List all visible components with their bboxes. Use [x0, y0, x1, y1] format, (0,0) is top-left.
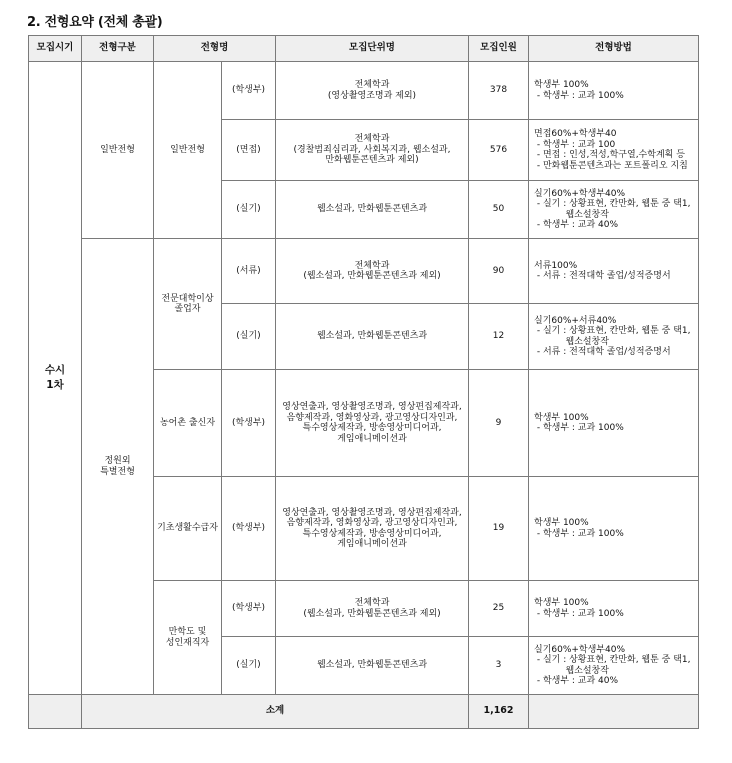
sub-type-cell: (면접) — [222, 120, 276, 181]
count-cell: 9 — [469, 370, 529, 477]
category-cell-special: 정원외 특별전형 — [82, 239, 154, 695]
count-cell: 576 — [469, 120, 529, 181]
total-row — [29, 695, 699, 729]
method-cell: 면접60%+학생부40 - 학생부 : 교과 100 - 면접 : 인성,적성,학구열,수학계획 등 - 만화웹툰콘텐츠과는 포트폴리오 지침 — [529, 120, 699, 181]
admission-name-cell: 만학도 및 성인재직자 — [154, 581, 222, 695]
sub-type-cell: (서류) — [222, 239, 276, 304]
unit-cell: 웹소설과, 만화웹툰콘텐츠과 — [276, 637, 469, 695]
sub-type-cell: (실기) — [222, 637, 276, 695]
admission-name-cell: 일반전형 — [154, 62, 222, 239]
total-method-blank — [529, 695, 699, 729]
unit-cell: 전체학과 (웹소설과, 만화웹툰콘텐츠과 제외) — [276, 239, 469, 304]
admission-name-cell: 농어촌 출신자 — [154, 370, 222, 477]
method-cell: 학생부 100% - 학생부 : 교과 100% — [529, 62, 699, 120]
section-title: 2. 전형요약 (전체 총괄) — [27, 15, 163, 30]
unit-cell: 전체학과 (웹소설과, 만화웹툰콘텐츠과 제외) — [276, 581, 469, 637]
admission-name-cell: 전문대학이상 졸업자 — [154, 239, 222, 370]
count-cell: 90 — [469, 239, 529, 304]
method-cell: 실기60%+학생부40% - 실기 : 상황표현, 칸만화, 웹툰 중 택1, 웹소설창작 - 학생부 : 교과 40% — [529, 637, 699, 695]
unit-cell: 웹소설과, 만화웹툰콘텐츠과 — [276, 304, 469, 370]
header-admission-name: 전형명 — [154, 36, 276, 62]
table-row — [29, 62, 699, 120]
sub-type-cell: (실기) — [222, 181, 276, 239]
count-cell: 25 — [469, 581, 529, 637]
total-label: 소계 — [82, 695, 469, 729]
count-cell: 19 — [469, 477, 529, 581]
header-category: 전형구분 — [82, 36, 154, 62]
count-cell: 12 — [469, 304, 529, 370]
sub-type-cell: (학생부) — [222, 62, 276, 120]
total-count: 1,162 — [469, 695, 529, 729]
method-cell: 학생부 100% - 학생부 : 교과 100% — [529, 581, 699, 637]
header-unit: 모집단위명 — [276, 36, 469, 62]
method-cell: 학생부 100% - 학생부 : 교과 100% — [529, 477, 699, 581]
category-cell-general: 일반전형 — [82, 62, 154, 239]
unit-cell: 영상연출과, 영상촬영조명과, 영상편집제작과, 음향제작과, 영화영상과, 광고영상디자인과, 특수영상제작과, 방송영상미디어과, 게임애니메이션과 — [276, 370, 469, 477]
unit-cell: 전체학과 (영상촬영조명과 제외) — [276, 62, 469, 120]
unit-cell: 영상연출과, 영상촬영조명과, 영상편집제작과, 음향제작과, 영화영상과, 광고영상디자인과, 특수영상제작과, 방송영상미디어과, 게임애니메이션과 — [276, 477, 469, 581]
count-cell: 3 — [469, 637, 529, 695]
admission-name-cell: 기초생활수급자 — [154, 477, 222, 581]
header-method: 전형방법 — [529, 36, 699, 62]
unit-cell: 웹소설과, 만화웹툰콘텐츠과 — [276, 181, 469, 239]
period-cell: 수시 1차 — [29, 62, 82, 695]
sub-type-cell: (학생부) — [222, 581, 276, 637]
header-row — [29, 36, 699, 62]
admission-summary-table — [28, 35, 699, 729]
header-count: 모집인원 — [469, 36, 529, 62]
total-blank-cell — [29, 695, 82, 729]
sub-type-cell: (학생부) — [222, 370, 276, 477]
method-cell: 서류100% - 서류 : 전적대학 졸업/성적증명서 — [529, 239, 699, 304]
count-cell: 378 — [469, 62, 529, 120]
method-cell: 실기60%+학생부40% - 실기 : 상황표현, 칸만화, 웹툰 중 택1, 웹소설창작 - 학생부 : 교과 40% — [529, 181, 699, 239]
method-cell: 실기60%+서류40% - 실기 : 상황표현, 칸만화, 웹툰 중 택1, 웹소설창작 - 서류 : 전적대학 졸업/성적증명서 — [529, 304, 699, 370]
unit-cell: 전체학과 (경찰범죄심리과, 사회복지과, 웹소설과, 만화웹툰콘텐츠과 제외) — [276, 120, 469, 181]
method-cell: 학생부 100% - 학생부 : 교과 100% — [529, 370, 699, 477]
count-cell: 50 — [469, 181, 529, 239]
table-row — [29, 239, 699, 304]
sub-type-cell: (학생부) — [222, 477, 276, 581]
sub-type-cell: (실기) — [222, 304, 276, 370]
header-period: 모집시기 — [29, 36, 82, 62]
